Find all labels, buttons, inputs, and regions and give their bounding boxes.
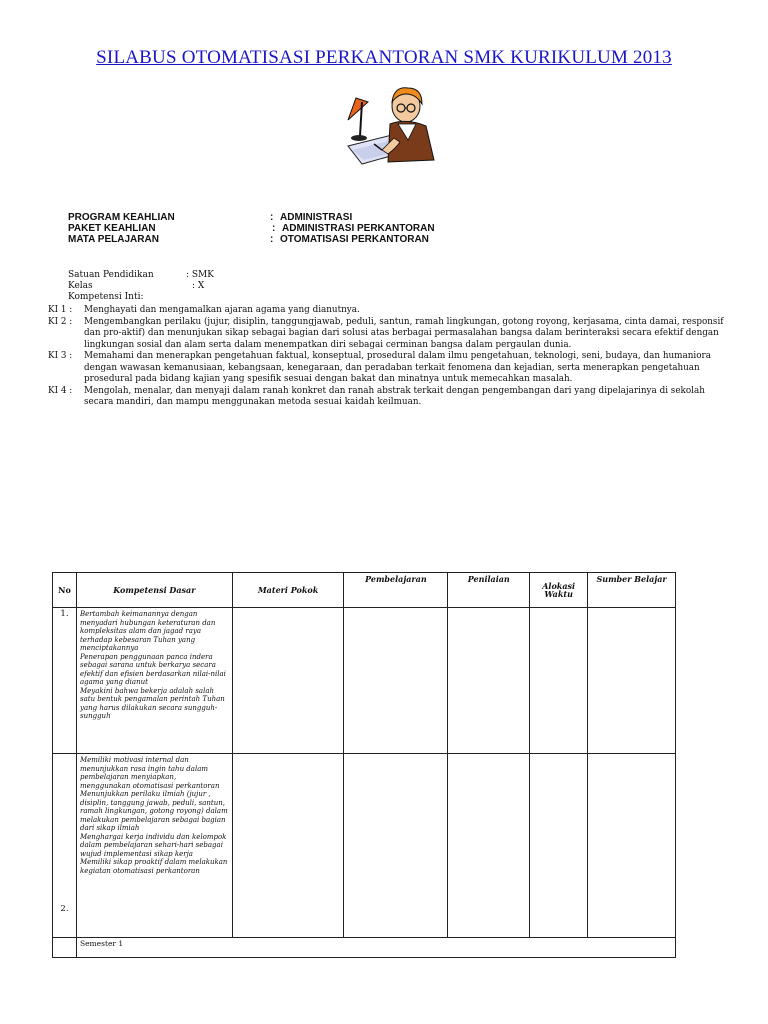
row-number: 2. <box>53 754 77 938</box>
sumber-cell <box>588 754 676 938</box>
header-pembelajaran: Pembelajaran <box>344 573 448 608</box>
program-value: OTOMATISASI PERKANTORAN <box>280 234 429 245</box>
ki-item <box>48 317 728 352</box>
semester-label: Semester 1 <box>76 938 675 958</box>
table-header-row <box>53 573 676 608</box>
kd-item: Menghargai kerja individu dan kelompok dalam pembelajaran sehari-hari sebagai wujud implementasi sikap kerja <box>79 832 227 858</box>
program-label: PAKET KEAHLIAN <box>68 223 156 234</box>
ki-code: KI 3 : <box>48 351 73 361</box>
satuan-label: Satuan Pendidikan <box>68 270 154 280</box>
row-number: 1. <box>53 608 77 754</box>
header-kompetensi-dasar: Kompetensi Dasar <box>76 573 232 608</box>
satuan-value: : SMK <box>186 270 214 280</box>
program-colon: : <box>272 223 276 234</box>
kompetensi-dasar-cell <box>76 754 232 938</box>
kd-item: Menunjukkan perilaku ilmiah (jujur , disiplin, tanggung jawab, peduli, santun, ramah lingkungan, gotong royong) dalam melakukan pembelajaran sebagai bagian dari sikap ilmiah <box>79 790 228 832</box>
satuan-row <box>68 270 214 281</box>
alokasi-cell <box>530 608 588 754</box>
kd-item: Memiliki sikap proaktif dalam melakukan kegiatan otomatisasi perkantoran <box>79 858 228 875</box>
kelas-row <box>68 281 205 292</box>
ki-item <box>48 351 728 386</box>
kd-item: Memiliki motivasi internal dan menunjukkan rasa ingin tahu dalam pembelajaran menyiapkan, menggunakan otomatisasi perkantoran <box>79 756 220 790</box>
header-sumber-belajar: Sumber Belajar <box>588 573 676 608</box>
ki-code: KI 4 : <box>48 385 73 396</box>
pembelajaran-cell <box>344 754 448 938</box>
pembelajaran-cell <box>344 608 448 754</box>
kompetensi-inti-list <box>48 305 728 409</box>
school-meta <box>68 270 214 303</box>
kd-item: Penerapan penggunaan panca indera sebagai sarana untuk berkarya secara efektif dan efisien berdasarkan nilai-nilai agama yang dianut <box>79 652 226 686</box>
kd-item: Meyakini bahwa bekerja adalah salah satu bentuk pengamalan perintah Tuhan yang harus dilakukan secara sungguh-sungguh <box>79 686 225 720</box>
program-value: ADMINISTRASI <box>280 212 353 223</box>
ki-text: Memahami dan menerapkan pengetahuan faktual, konseptual, prosedural dalam ilmu pengetahuan, teknologi, seni, budaya, dan humaniora dengan wawasan kemanusiaan, kebangsaan, kenegaraan, dan peradaban terkait fenomena dan kejadian, serta menerapkan pengetahuan prosedural pada bidang kajian yang spesifik sesuai dengan bakat dan minatnya untuk memecahkan masalah. <box>84 351 711 384</box>
table-row <box>53 608 676 754</box>
penilaian-cell <box>448 754 530 938</box>
header-materi-pokok: Materi Pokok <box>232 573 344 608</box>
penilaian-cell <box>448 608 530 754</box>
sumber-cell <box>588 608 676 754</box>
document-title: SILABUS OTOMATISASI PERKANTORAN SMK KURIKULUM 2013 <box>96 47 672 68</box>
ki-code: KI 2 : <box>48 316 73 327</box>
syllabus-table <box>52 572 676 958</box>
office-worker-at-desk-icon <box>338 80 438 170</box>
program-colon: : <box>270 234 274 245</box>
materi-cell <box>232 608 344 754</box>
kelas-label: Kelas <box>68 281 93 291</box>
row-number-empty <box>53 938 77 958</box>
alokasi-cell <box>530 754 588 938</box>
ki-text: Menghayati dan mengamalkan ajaran agama yang dianutnya. <box>84 305 360 315</box>
semester-row <box>53 938 676 958</box>
program-label: MATA PELAJARAN <box>68 234 159 245</box>
kompetensi-dasar-cell <box>76 608 232 754</box>
kompetensi-inti-heading: Kompetensi Inti: <box>68 292 144 302</box>
ki-item <box>48 386 728 409</box>
table-row <box>53 754 676 938</box>
ki-text: Mengolah, menalar, dan menyaji dalam ranah konkret dan ranah abstrak terkait dengan pengembangan dari yang dipelajarinya di sekolah secara mandiri, dan mampu menggunakan metoda sesuai kaidah keilmuan. <box>84 385 705 407</box>
ki-text: Mengembangkan perilaku (jujur, disiplin, tanggungjawab, peduli, santun, ramah lingkungan, gotong royong, kerjasama, cinta damai, responsif dan pro-aktif) dan menunjukan sikap sebagai bagian dari solusi atas berbagai permasalahan bangsa dalam berinteraksi secara efektif dengan lingkungan sosial dan alam serta dalam menempatkan diri sebagai cerminan bangsa dalam pergaulan dunia. <box>84 316 724 350</box>
ki-code: KI 1 : <box>48 305 73 315</box>
kelas-value: : X <box>192 281 205 291</box>
header-no: No <box>53 573 77 608</box>
header-alokasi-waktu: Alokasi Waktu <box>530 573 588 608</box>
ki-item <box>48 305 728 317</box>
program-colon: : <box>270 212 274 223</box>
program-value: ADMINISTRASI PERKANTORAN <box>282 223 435 234</box>
program-label: PROGRAM KEAHLIAN <box>68 212 175 223</box>
kd-item: Bertambah keimanannya dengan menyadari hubungan keteraturan dan kompleksitas alam dan jagad raya terhadap kebesaran Tuhan yang menciptakannya <box>79 610 216 652</box>
header-penilaian: Penilaian <box>448 573 530 608</box>
materi-cell <box>232 754 344 938</box>
